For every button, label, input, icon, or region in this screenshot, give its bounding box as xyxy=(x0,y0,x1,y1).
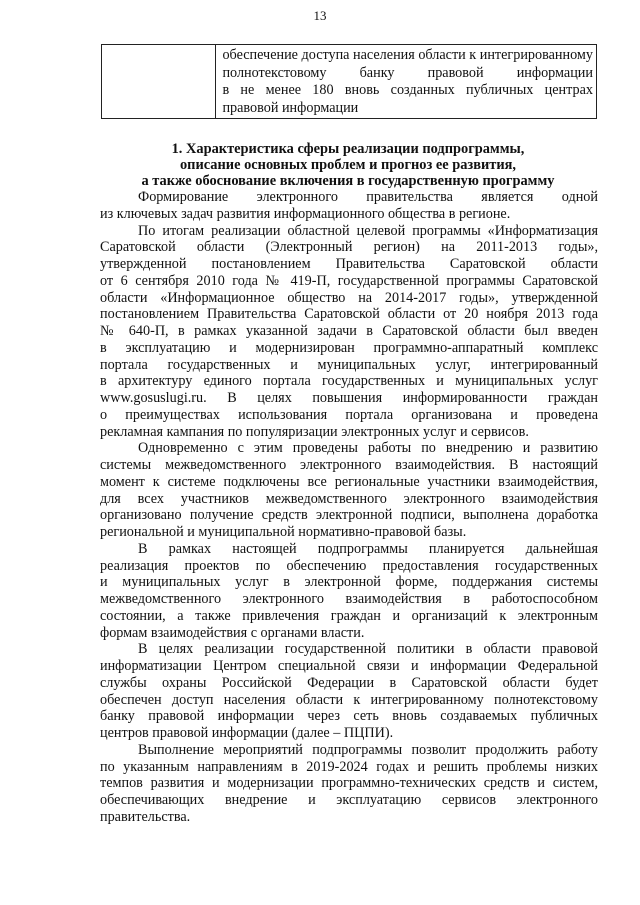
paragraph-line: из ключевых задач развития информационного общества в регионе. xyxy=(100,205,511,222)
table-cell-text xyxy=(216,45,597,119)
paragraph-line: информатизации Центром специальной связи и информации Федеральной xyxy=(100,658,598,674)
paragraph-line: утвержденной постановлением Правительства Саратовской области xyxy=(100,256,598,272)
paragraph xyxy=(100,223,598,441)
page-number: 13 xyxy=(313,8,327,23)
paragraph-line: в архитектуру единого портала государственных и муниципальных услуг xyxy=(100,373,598,390)
paragraph-line: обеспечен доступ населения области к интегрированному полнотекстовому xyxy=(100,691,598,708)
paragraph-line: и муниципальных услуг в электронной форме, поддержания системы xyxy=(100,574,598,591)
paragraph-line: центров правовой информации (далее – ПЦПИ). xyxy=(100,725,394,741)
body-text xyxy=(100,189,598,826)
heading-line: 1. Характеристика сферы реализации подпрограммы, xyxy=(171,141,525,157)
paragraph-line: региональной и муниципальной нормативно-правовой базы. xyxy=(100,524,467,540)
paragraph-line: момент к системе подключены все региональные участники взаимодействия, xyxy=(100,473,598,490)
paragraph xyxy=(100,641,598,742)
paragraph-line: По итогам реализации областной целевой программы «Информатизация xyxy=(138,222,598,239)
paragraph-line: В рамках настоящей подпрограммы планируется дальнейшая xyxy=(138,540,598,557)
paragraph xyxy=(100,541,598,642)
paragraph-line: от 6 сентября 2010 года № 419-П, государственной программы Саратовской xyxy=(100,272,598,289)
paragraph xyxy=(100,440,598,541)
paragraph-line: службы охраны Российской Федерации в Саратовской области будет xyxy=(100,674,598,691)
table-cell-line: правовой информации xyxy=(222,99,359,116)
paragraph-line: системы межведомственного электронного взаимодействия. В настоящий xyxy=(100,457,598,473)
paragraph-line: банку правовой информации через сеть вновь создаваемых публичных xyxy=(100,708,598,725)
paragraph-line: В целях реализации государственной политики в области правовой xyxy=(138,641,598,658)
paragraph xyxy=(100,189,598,223)
paragraph-line: для всех участников межведомственного электронного взаимодействия xyxy=(100,490,598,507)
paragraph-line: формам взаимодействия с органами власти. xyxy=(100,624,365,641)
paragraph-line: области «Информационное общество на 2014-2017 годы», утвержденной xyxy=(100,289,598,306)
section-heading xyxy=(96,141,600,190)
table-row xyxy=(102,45,597,119)
paragraph-line: Саратовской области (Электронный регион) на 2011-2013 годы», xyxy=(100,239,598,256)
paragraph-line: Формирование электронного правительства является одной xyxy=(138,189,598,205)
table-cell-empty xyxy=(102,45,216,119)
paragraph-line: обеспечивающих внедрение и эксплуатацию сервисов электронного xyxy=(100,792,598,808)
table-cell-line: обеспечение доступа населения области к интегрированному xyxy=(222,47,593,63)
paragraph-line: состоянии, а также привлечения граждан и организаций к электронным xyxy=(100,607,598,624)
paragraph-line: по указанным направлениям в 2019-2024 годах и решить проблемы низких xyxy=(100,758,598,775)
paragraph-line: темпов развития и модернизации программно-технических средств и систем, xyxy=(100,775,598,792)
paragraph-line: в эксплуатацию и модернизирован программно-аппаратный комплекс xyxy=(100,339,598,356)
paragraph xyxy=(100,742,598,826)
paragraph-line: № 640-П, в рамках указанной задачи в Саратовской области был введен xyxy=(100,323,598,339)
table-cell-line: в не менее 180 вновь созданных публичных центрах xyxy=(222,82,593,98)
paragraph-line: портала государственных и муниципальных услуг, интегрированный xyxy=(100,356,598,373)
heading-line: а также обоснование включения в государственную программу xyxy=(141,173,555,190)
paragraph-line: организовано получение средств электронной подписи, выполнена доработка xyxy=(100,507,598,524)
paragraph-line: правительства. xyxy=(100,808,191,825)
paragraph-line: Выполнение мероприятий подпрограммы позволит продолжить работу xyxy=(138,741,598,758)
heading-line: описание основных проблем и прогноз ее развития, xyxy=(179,157,517,174)
table-cell-line: полнотекстовому банку правовой информации xyxy=(222,64,593,81)
paragraph-line: рекламная кампания по популяризации электронных услуг и сервисов. xyxy=(100,423,529,440)
paragraph-line: постановлением Правительства Саратовской области от 20 ноября 2013 года xyxy=(100,306,598,323)
paragraph-line: реализация проектов по обеспечению предоставления государственных xyxy=(100,557,598,574)
paragraph-line: о преимуществах использования портала организована и проведена xyxy=(100,406,598,423)
paragraph-line: межведомственного электронного взаимодействия в работоспособном xyxy=(100,591,598,607)
paragraph-line: Одновременно с этим проведены работы по внедрению и развитию xyxy=(138,440,598,457)
continuation-table xyxy=(101,44,597,119)
paragraph-line: www.gosuslugi.ru. В целях повышения информированности граждан xyxy=(100,390,598,406)
